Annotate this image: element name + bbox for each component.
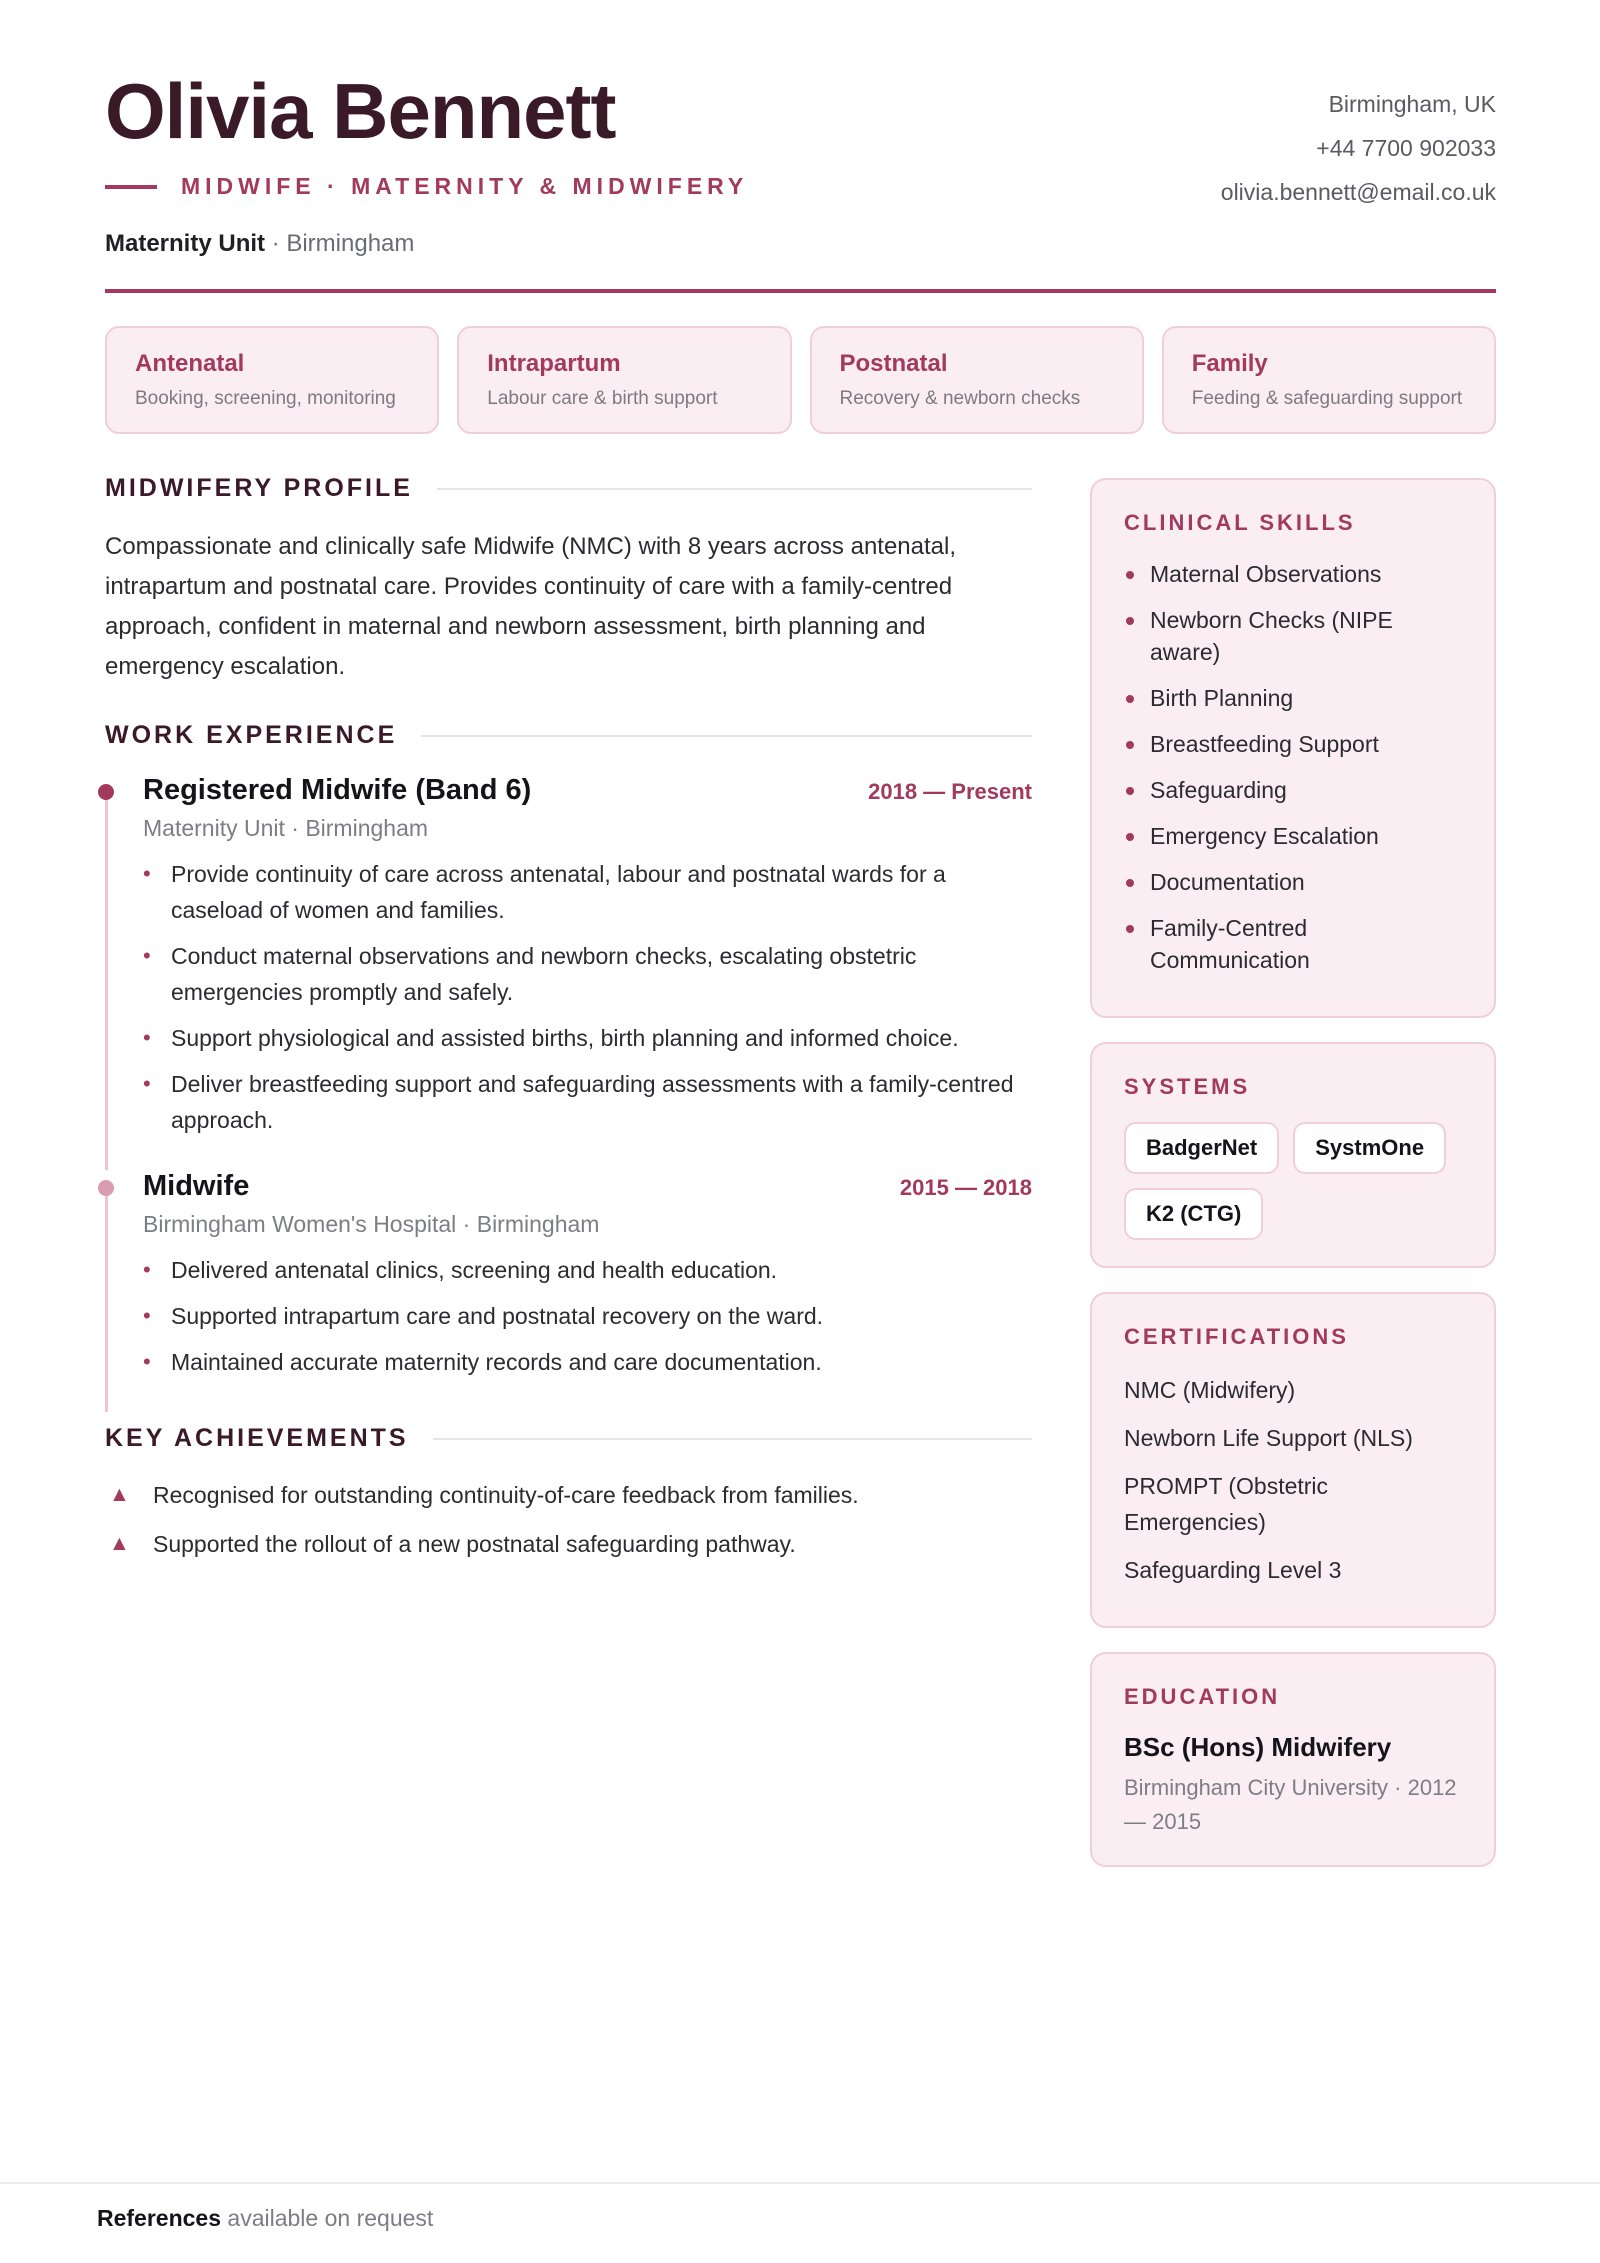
system-chip: SystmOne <box>1293 1122 1446 1174</box>
system-chip: BadgerNet <box>1124 1122 1279 1174</box>
subtitle-accent-line <box>105 185 157 189</box>
skill-item: Family-Centred Communication <box>1124 912 1462 976</box>
system-chip: K2 (CTG) <box>1124 1188 1263 1240</box>
job-bullet: • Delivered antenatal clinics, screening and health education. <box>143 1252 1032 1288</box>
job-bullet: • Conduct maternal observations and newborn checks, escalating obstetric emergencies promptly and safely. <box>143 938 1032 1010</box>
experience-section-heading <box>105 721 1032 750</box>
job-head <box>143 774 1032 807</box>
focus-card-intrapartum <box>457 326 791 434</box>
resume-header <box>105 0 1496 292</box>
systems-chips <box>1124 1122 1462 1240</box>
panel-title: CLINICAL SKILLS <box>1124 510 1356 535</box>
job-bullet: • Deliver breastfeeding support and safeguarding assessments with a family-centred approach. <box>143 1066 1032 1138</box>
sidebar <box>1090 478 1496 1891</box>
timeline-dot <box>98 1180 114 1196</box>
section-rule <box>433 1438 1032 1440</box>
job-subtitle: MIDWIFE · MATERNITY & MIDWIFERY <box>181 173 749 199</box>
focus-card-title: Antenatal <box>135 350 245 377</box>
unit-location: · Birmingham <box>265 230 415 257</box>
experience-timeline <box>105 774 1032 1412</box>
skill-item: Maternal Observations <box>1124 558 1462 590</box>
triangle-icon: ▲ <box>109 1532 130 1555</box>
contact-block <box>1221 82 1496 214</box>
skill-item: Documentation <box>1124 866 1462 898</box>
profile-text: Compassionate and clinically safe Midwife (NMC) with 8 years across antenatal, intrapartum and postnatal care. Provides continuity of care with a family-centred approach, confident in maternal and newborn assessment, birth planning and emergency escalation. <box>105 533 957 680</box>
clinical-skills-panel <box>1090 478 1496 1018</box>
job-entry <box>143 774 1032 1170</box>
job-bullet: • Supported intrapartum care and postnatal recovery on the ward. <box>143 1298 1032 1334</box>
certification-item: NMC (Midwifery) <box>1124 1377 1296 1403</box>
achievement-text: Recognised for outstanding continuity-of-care feedback from families. <box>153 1482 859 1508</box>
focus-card-desc: Feeding & safeguarding support <box>1191 388 1463 409</box>
header-divider <box>105 289 1496 293</box>
job-bullets <box>143 1252 1032 1380</box>
job-entry <box>143 1170 1032 1412</box>
job-dates: 2015 — 2018 <box>899 1175 1032 1200</box>
focus-card-desc: Labour care & birth support <box>487 388 718 409</box>
panel-title: SYSTEMS <box>1124 1074 1251 1099</box>
focus-card-antenatal <box>105 326 439 434</box>
job-head <box>143 1170 1032 1203</box>
certification-item: PROMPT (Obstetric Emergencies) <box>1124 1473 1329 1535</box>
skill-item: Birth Planning <box>1124 682 1462 714</box>
unit-name: Maternity Unit <box>105 230 266 257</box>
panel-title: CERTIFICATIONS <box>1124 1324 1349 1349</box>
job-bullets <box>143 856 1032 1138</box>
focus-card-title: Intrapartum <box>487 350 621 377</box>
certification-item: Newborn Life Support (NLS) <box>1124 1425 1413 1451</box>
main-column <box>105 474 1032 1575</box>
unit-line <box>105 230 414 258</box>
job-bullet: • Provide continuity of care across antenatal, labour and postnatal wards for a caseload of women and families. <box>143 856 1032 928</box>
skill-item: Newborn Checks (NIPE aware) <box>1124 604 1462 668</box>
education-meta: Birmingham City University · 2012 — 2015 <box>1124 1775 1457 1834</box>
achievement-text: Supported the rollout of a new postnatal safeguarding pathway. <box>153 1531 796 1557</box>
skill-item: Breastfeeding Support <box>1124 728 1462 760</box>
certifications-list <box>1124 1372 1462 1588</box>
skills-list <box>1124 558 1462 976</box>
focus-area-cards <box>105 326 1496 434</box>
section-title: WORK EXPERIENCE <box>105 721 398 749</box>
focus-card-family <box>1162 326 1496 434</box>
contact-email[interactable]: olivia.bennett@email.co.uk <box>1220 179 1496 205</box>
achievements-section-heading <box>105 1424 1032 1453</box>
section-title: MIDWIFERY PROFILE <box>105 474 413 502</box>
focus-card-postnatal <box>810 326 1144 434</box>
section-rule <box>437 488 1032 490</box>
job-title: Midwife <box>143 1170 250 1202</box>
focus-card-title: Postnatal <box>839 350 948 377</box>
job-bullet: • Support physiological and assisted births, birth planning and informed choice. <box>143 1020 1032 1056</box>
systems-panel <box>1090 1042 1496 1268</box>
skill-item: Emergency Escalation <box>1124 820 1462 852</box>
focus-card-desc: Booking, screening, monitoring <box>135 388 396 409</box>
panel-title: EDUCATION <box>1124 1684 1281 1709</box>
profile-section-heading <box>105 474 1032 503</box>
subtitle-row <box>105 173 748 200</box>
timeline-dot <box>98 784 114 800</box>
skill-item: Safeguarding <box>1124 774 1462 806</box>
job-title: Registered Midwife (Band 6) <box>143 774 532 806</box>
resume-page <box>105 0 1496 1834</box>
focus-card-desc: Recovery & newborn checks <box>839 388 1081 409</box>
education-panel <box>1090 1652 1496 1867</box>
achievements-list <box>105 1477 1032 1562</box>
job-org: Birmingham Women's Hospital · Birmingham <box>143 1211 600 1237</box>
contact-phone[interactable]: +44 7700 902033 <box>1316 135 1496 161</box>
section-rule <box>421 735 1032 737</box>
focus-card-title: Family <box>1191 350 1268 377</box>
certifications-panel <box>1090 1292 1496 1628</box>
footer-divider <box>0 2182 1600 2184</box>
candidate-name: Olivia Bennett <box>105 67 616 155</box>
job-bullet: • Maintained accurate maternity records and care documentation. <box>143 1344 1032 1380</box>
certification-item: Safeguarding Level 3 <box>1124 1557 1342 1583</box>
education-degree: BSc (Hons) Midwifery <box>1124 1732 1392 1762</box>
footer-references <box>97 2205 433 2232</box>
contact-location: Birmingham, UK <box>1328 91 1496 117</box>
job-dates: 2018 — Present <box>868 779 1032 804</box>
footer-bold: References <box>97 2205 222 2231</box>
triangle-icon: ▲ <box>109 1483 130 1506</box>
job-org: Maternity Unit · Birmingham <box>143 815 429 841</box>
footer-rest: available on request <box>221 2205 434 2231</box>
achievement-item <box>105 1477 1032 1513</box>
achievement-item <box>105 1526 1032 1562</box>
section-title: KEY ACHIEVEMENTS <box>105 1424 409 1452</box>
